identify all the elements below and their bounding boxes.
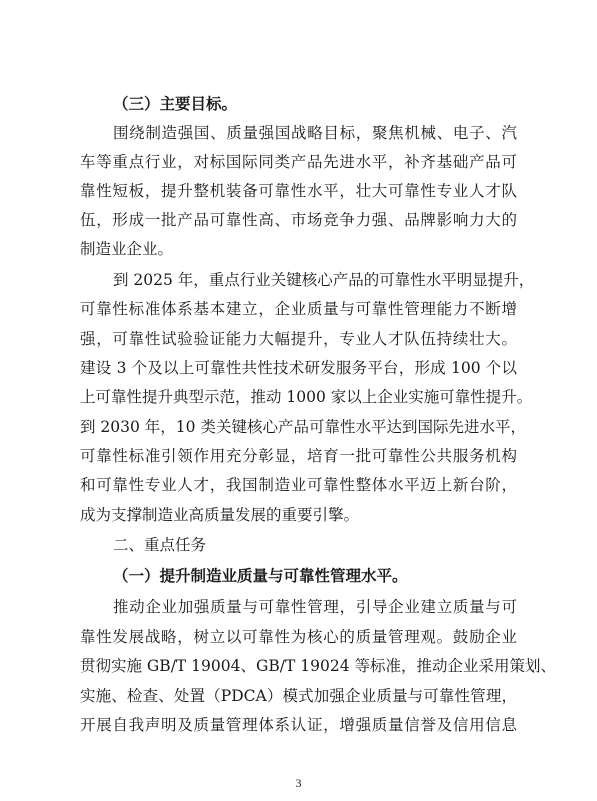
para-3-line: 靠性发展战略，树立以可靠性为核心的质量管理观。鼓励企业 — [80, 628, 517, 646]
para-2-line: 建设 3 个及以上可靠性共性技术研发服务平台，形成 100 个以 — [80, 359, 517, 377]
section-two-heading: 二、重点任务 — [113, 536, 207, 554]
para-1-line: 围绕制造强国、质量强国战略目标，聚焦机械、电子、汽 — [113, 124, 517, 142]
para-3-line: 推动企业加强质量与可靠性管理，引导企业建立质量与可 — [113, 598, 517, 616]
para-2-line: 可靠性标准体系基本建立，企业质量与可靠性管理能力不断增 — [80, 300, 517, 318]
para-2-line: 和可靠性专业人才，我国制造业可靠性整体水平迈上新台阶， — [80, 476, 517, 494]
para-2-line: 强，可靠性试验验证能力大幅提升，专业人才队伍持续壮大。 — [80, 330, 517, 348]
subsection-1-heading: （一）提升制造业质量与可靠性管理水平。 — [113, 566, 408, 585]
para-1-line: 靠性短板，提升整机装备可靠性水平，壮大可靠性专业人才队 — [80, 182, 517, 200]
para-2-line: 成为支撑制造业高质量发展的重要引擎。 — [80, 506, 360, 524]
page-number: 3 — [295, 776, 302, 790]
para-2-line: 上可靠性提升典型示范，推动 1000 家以上企业实施可靠性提升。 — [80, 388, 533, 406]
para-2-line: 可靠性标准引领作用充分彰显，培育一批可靠性公共服务机构 — [80, 447, 517, 465]
section-3-heading: （三）主要目标。 — [113, 94, 238, 113]
para-1-line: 制造业企业。 — [80, 240, 174, 258]
para-1-line: 伍，形成一批产品可靠性高、市场竞争力强、品牌影响力大的 — [80, 211, 517, 229]
para-2-line: 到 2025 年，重点行业关键核心产品的可靠性水平明显提升， — [113, 271, 535, 289]
para-1-line: 车等重点行业，对标国际同类产品先进水平，补齐基础产品可 — [80, 153, 517, 171]
para-3-line: 实施、检查、处置（PDCA）模式加强企业质量与可靠性管理， — [80, 687, 517, 705]
para-3-line: 开展自我声明及质量管理体系认证，增强质量信誉及信用信息 — [80, 716, 517, 734]
para-2-line: 到 2030 年，10 类关键核心产品可靠性水平达到国际先进水平， — [80, 418, 526, 436]
para-3-line: 贯彻实施 GB/T 19004、GB/T 19024 等标准，推动企业采用策划、 — [80, 657, 556, 675]
